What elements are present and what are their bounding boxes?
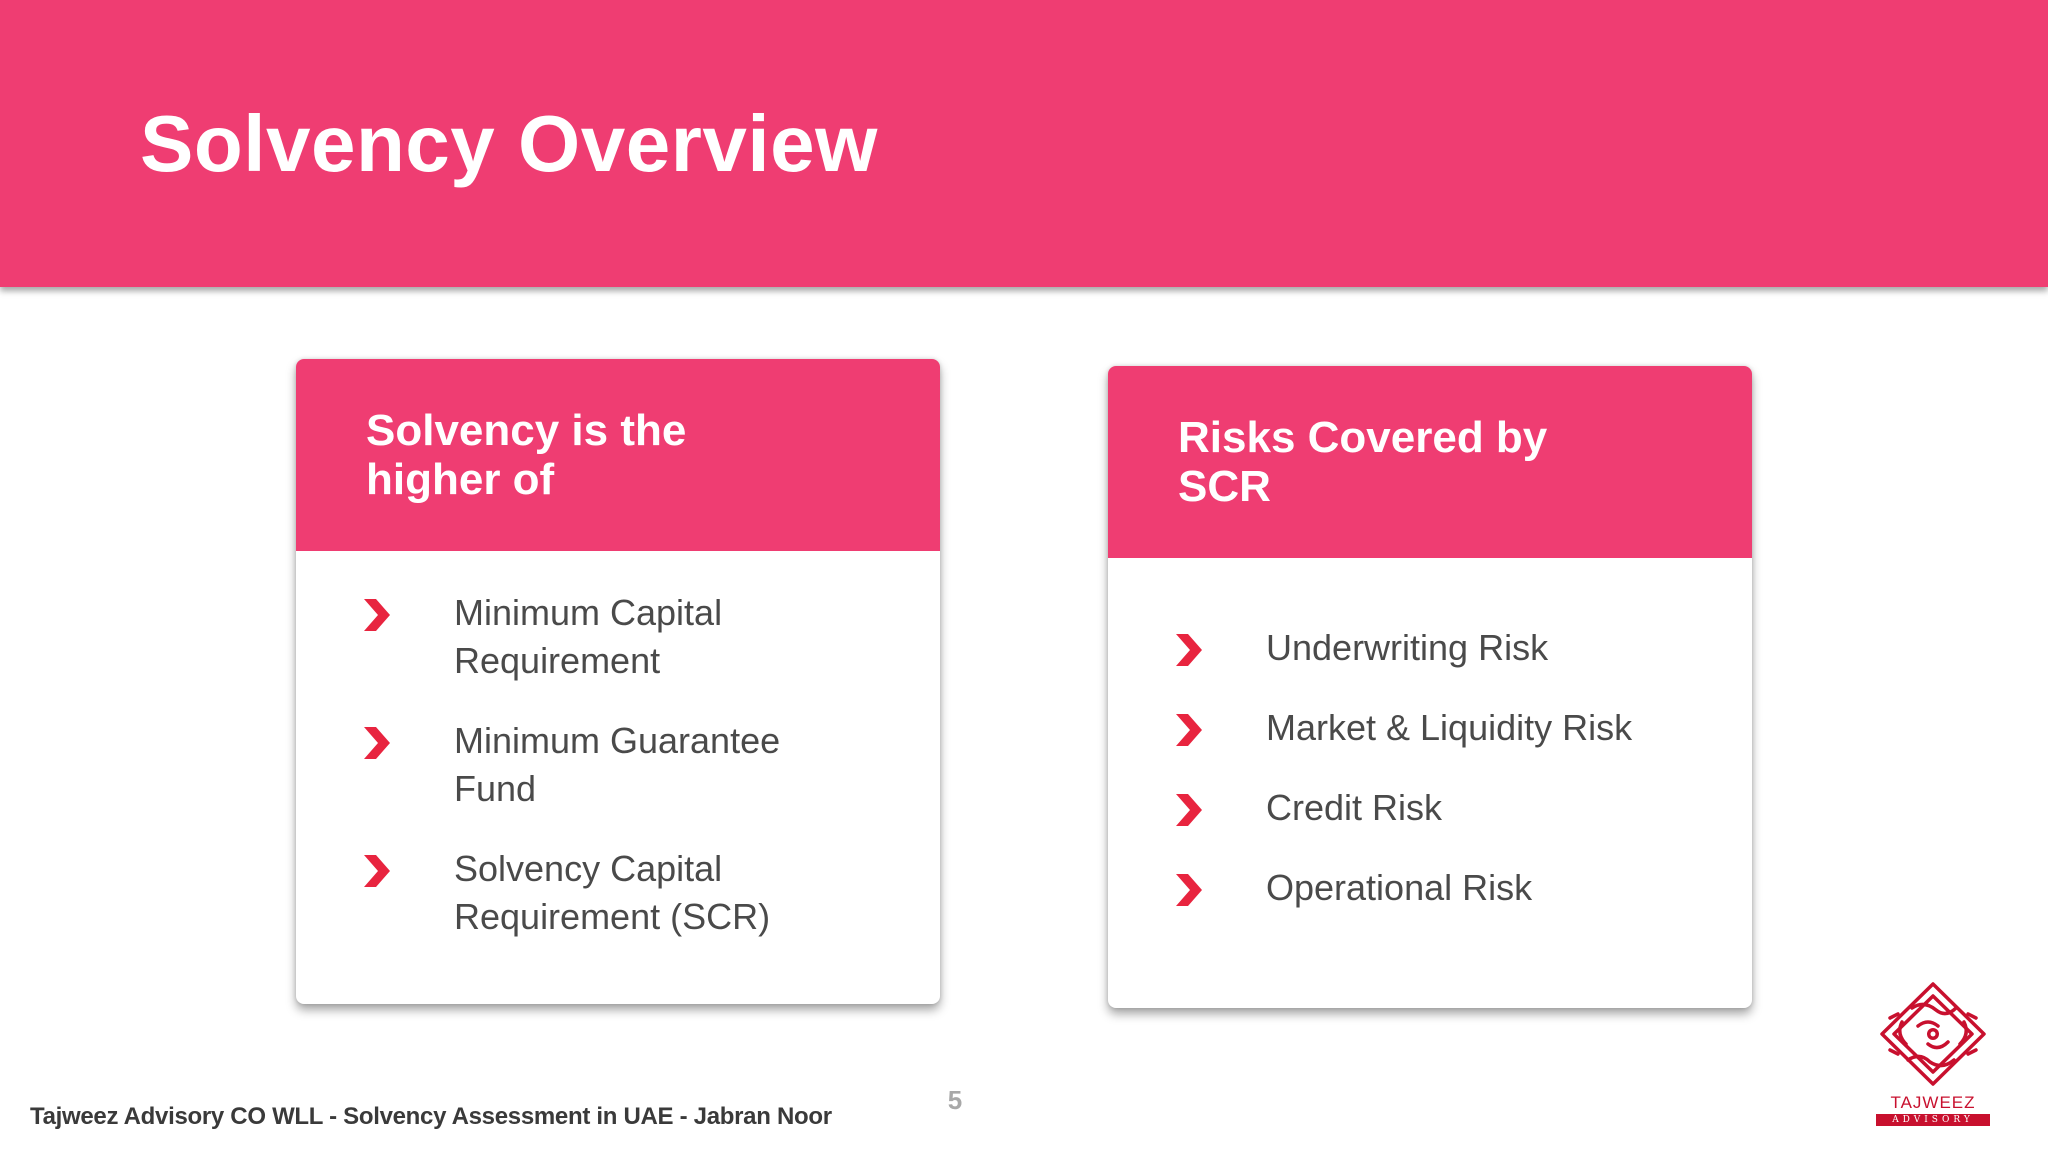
title-banner	[0, 0, 2048, 287]
list-item	[1108, 704, 1752, 752]
list-item	[1108, 864, 1752, 912]
list-item	[296, 717, 940, 813]
list-item-label: Credit Risk	[1266, 787, 1443, 828]
risks-card-header	[1108, 366, 1752, 558]
chevron-right-icon	[1172, 710, 1204, 750]
risks-card	[1108, 366, 1752, 1008]
chevron-right-icon	[360, 851, 392, 891]
solvency-card	[296, 359, 940, 1004]
solvency-card-title: Solvency is the higher of	[366, 406, 687, 504]
tajweez-logo-icon	[1872, 978, 1994, 1090]
list-item-label: Underwriting Risk	[1266, 627, 1549, 668]
chevron-right-icon	[1172, 790, 1204, 830]
tajweez-logo	[1872, 978, 1994, 1128]
list-item-label: Market & Liquidity Risk	[1266, 707, 1633, 748]
list-item-label: Minimum Capital Requirement	[454, 592, 723, 681]
list-item	[1108, 784, 1752, 832]
chevron-right-icon	[360, 723, 392, 763]
list-item	[296, 589, 940, 685]
risks-list	[1108, 558, 1752, 912]
list-item-label: Operational Risk	[1266, 867, 1533, 908]
list-item	[296, 845, 940, 941]
list-item-label: Solvency Capital Requirement (SCR)	[454, 848, 771, 937]
solvency-card-header	[296, 359, 940, 551]
footer-text: Tajweez Advisory CO WLL - Solvency Assessment in UAE - Jabran Noor	[30, 1103, 832, 1130]
chevron-right-icon	[1172, 630, 1204, 670]
solvency-list	[296, 551, 940, 941]
page-number: 5	[947, 1085, 963, 1115]
page-title: Solvency Overview	[140, 99, 878, 188]
risks-card-title: Risks Covered by SCR	[1178, 413, 1548, 511]
logo-tagline: ADVISORY	[1876, 1114, 1990, 1126]
chevron-right-icon	[360, 595, 392, 635]
logo-name: TAJWEEZ	[1890, 1093, 1976, 1112]
chevron-right-icon	[1172, 870, 1204, 910]
list-item-label: Minimum Guarantee Fund	[454, 720, 781, 809]
list-item	[1108, 624, 1752, 672]
